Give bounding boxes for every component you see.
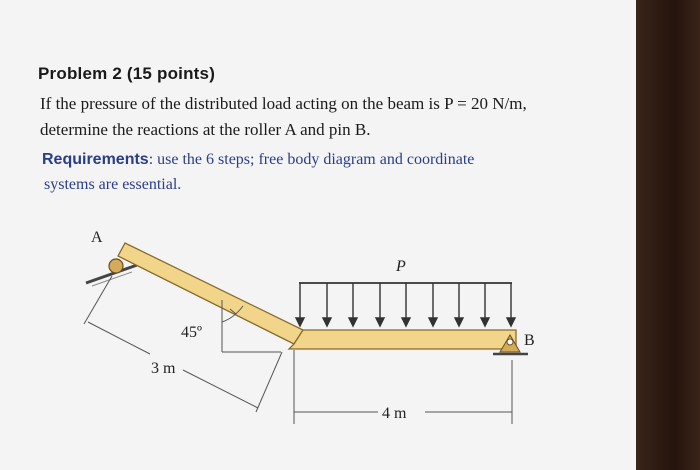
problem-statement-line-1: If the pressure of the distributed load acting on the beam is P = 20 N/m,	[40, 94, 527, 113]
inclined-beam	[118, 243, 303, 344]
label-b: B	[524, 332, 535, 349]
label-p: P	[396, 258, 406, 275]
label-a: A	[91, 229, 103, 246]
distributed-load	[296, 283, 515, 326]
problem-title: Problem 2 (15 points)	[38, 64, 216, 83]
horizontal-beam	[289, 330, 516, 349]
dimension-incline	[84, 276, 282, 412]
problem-statement-line-2: determine the reactions at the roller A and pin B.	[40, 120, 371, 139]
requirements-line-2: systems are essential.	[44, 176, 182, 193]
dim-horizontal-label: 4 m	[382, 405, 407, 422]
angle-label: 45º	[181, 324, 202, 341]
dim-incline-label: 3 m	[151, 360, 176, 377]
requirements-text: : use the 6 steps; free body diagram and coordinate	[148, 151, 475, 168]
requirements-label: Requirements	[42, 151, 149, 168]
